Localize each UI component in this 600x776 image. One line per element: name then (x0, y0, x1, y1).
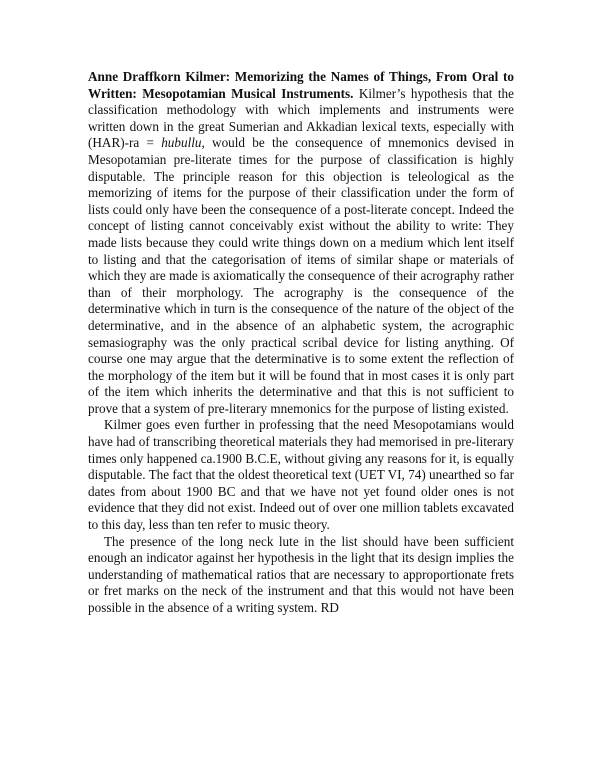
paragraph-1-text-b: , would be the consequence of mnemonics devised in Mesopotamian pre-literate times for the purpose of classification is highly disputable. The principle reason for this objection is teleological as the memorizing of items for the purpose of their classification under the form of lists could only have been the consequence of a post-literate concept. Indeed the concept of listing cannot conceivably exist without the ability to write: They made lists because they could write things down on a medium which lent itself to listing and that the categorisation of items of similar shape or materials of which they are made is axiomatically the consequence of their acrography rather than of their morphology. The acrography is the consequence of the determinative which in turn is the consequence of the nature of the object of the determinative, and in the absence of an alphabetic system, the acrographic semasiography was the only practical scribal device for listing anything. Of course one may argue that the determinative is to some extent the reflection of the morphology of the item but it will be found that in most cases it is only part of the item which inherits the determinative and that this is not sufficient to prove that a system of pre-literary mnemonics for the purpose of listing existed. (88, 135, 514, 416)
paragraph-2: Kilmer goes even further in professing that the need Mesopotamians would have had of transcribing theoretical materials they had memorised in pre-literary times only happened ca.1900 B.C.E, without giving any reasons for it, is equally disputable. The fact that the oldest theoretical text (UET VI, 74) unearthed so far dates from about 1900 BC and that we have not yet found older ones is not evidence that they did not exist. Indeed out of over one million tablets excavated to this day, less than ten refer to music theory. (88, 417, 514, 533)
document-page (88, 69, 514, 617)
review-heading: Anne Draffkorn Kilmer: Memorizing the Names of Things, From Oral to Written: Mesopotamian Musical Instruments. (88, 69, 514, 101)
paragraph-1-text-a: Kilmer’s hypothesis that the classification methodology with which implements and instruments were written down in the great Sumerian and Akkadian lexical texts, especially with (HAR)-ra = (88, 85, 514, 151)
paragraph-3: The presence of the long neck lute in the list should have been sufficient enough an indicator against her hypothesis in the light that its design implies the understanding of mathematical ratios that are necessary to approportionate frets or fret marks on the neck of the instrument and that this would not have been possible in the absence of a writing system. RD (88, 533, 514, 615)
term-hubullu: hubullu (161, 135, 202, 151)
paragraph-1 (88, 69, 514, 417)
